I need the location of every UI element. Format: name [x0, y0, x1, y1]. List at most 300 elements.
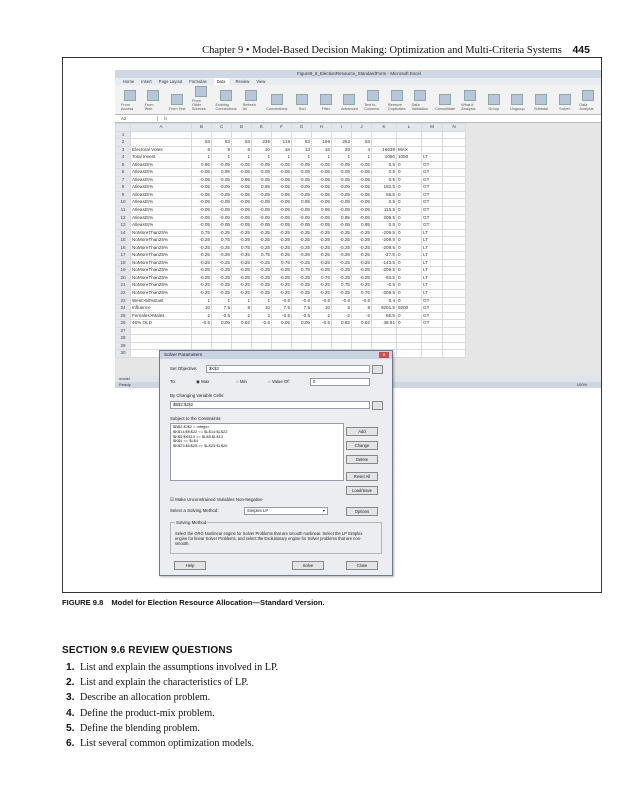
cell[interactable]: -0.25: [192, 259, 212, 267]
cell[interactable]: 10: [252, 146, 272, 154]
cell[interactable]: -0.25: [312, 237, 332, 245]
cell[interactable]: 53: [352, 139, 372, 147]
cell[interactable]: -0.05: [352, 169, 372, 177]
row-header[interactable]: 15: [116, 237, 131, 245]
ribbon-button[interactable]: [532, 94, 550, 111]
cell[interactable]: -0.5: [212, 312, 232, 320]
cell[interactable]: -0.25: [252, 282, 272, 290]
cell[interactable]: 7.5: [292, 305, 312, 313]
cell[interactable]: 0.75: [352, 290, 372, 298]
cell[interactable]: -0.25: [252, 274, 272, 282]
cell[interactable]: -0.25: [212, 244, 232, 252]
cell[interactable]: [443, 312, 466, 320]
cell[interactable]: LT: [422, 267, 443, 275]
cell[interactable]: -0.25: [252, 290, 272, 298]
cell[interactable]: 2: [192, 312, 212, 320]
cell[interactable]: 6: [232, 146, 252, 154]
cell[interactable]: -0.05: [212, 214, 232, 222]
cell[interactable]: -0.25: [192, 290, 212, 298]
cell[interactable]: [252, 327, 272, 335]
cell[interactable]: [332, 327, 352, 335]
cell[interactable]: LT: [422, 252, 443, 260]
cell[interactable]: [443, 342, 466, 350]
column-header[interactable]: L: [397, 124, 422, 132]
cell[interactable]: [422, 146, 443, 154]
cell[interactable]: [443, 327, 466, 335]
cell[interactable]: NoMoreThan25%: [131, 274, 192, 282]
reset-all-button[interactable]: Reset All: [346, 472, 378, 481]
cell[interactable]: -27.5: [372, 252, 397, 260]
cell[interactable]: -0.25: [212, 290, 232, 298]
cell[interactable]: 0: [397, 274, 422, 282]
cell[interactable]: -0.25: [232, 267, 252, 275]
row-header[interactable]: 20: [116, 274, 131, 282]
cell[interactable]: 0.95: [212, 169, 232, 177]
cell[interactable]: -0.25: [232, 282, 252, 290]
cell[interactable]: AtleastS%: [131, 207, 192, 215]
cell[interactable]: 8: [332, 305, 352, 313]
cell[interactable]: 0.75: [272, 259, 292, 267]
cell[interactable]: 8: [352, 305, 372, 313]
column-header[interactable]: J: [352, 124, 372, 132]
cell[interactable]: -0.25: [192, 252, 212, 260]
cell[interactable]: -0.25: [332, 259, 352, 267]
cell[interactable]: 1: [252, 154, 272, 162]
cell[interactable]: [292, 342, 312, 350]
cell[interactable]: GT: [422, 207, 443, 215]
cell[interactable]: -0.25: [232, 259, 252, 267]
cell[interactable]: [372, 131, 397, 139]
cell[interactable]: 0.95: [312, 207, 332, 215]
ribbon-button[interactable]: [461, 90, 479, 111]
ribbon-button[interactable]: [556, 94, 574, 111]
cell[interactable]: -0.05: [352, 199, 372, 207]
cell[interactable]: [192, 335, 212, 343]
cell[interactable]: [131, 139, 192, 147]
cell[interactable]: -0.6: [192, 320, 212, 328]
row-header[interactable]: 23: [116, 297, 131, 305]
cell[interactable]: 0: [397, 320, 422, 328]
cell[interactable]: 0.95: [352, 222, 372, 230]
cell[interactable]: GT: [422, 312, 443, 320]
cell[interactable]: -0.25: [232, 252, 252, 260]
cell[interactable]: 1: [212, 154, 232, 162]
cell[interactable]: [292, 327, 312, 335]
cell[interactable]: -0.25: [232, 290, 252, 298]
cell[interactable]: -0.25: [312, 244, 332, 252]
ribbon-button[interactable]: [435, 94, 455, 111]
options-button[interactable]: Options: [346, 507, 378, 516]
cell[interactable]: [372, 335, 397, 343]
cell[interactable]: [232, 131, 252, 139]
cell[interactable]: -0.5: [272, 312, 292, 320]
cell[interactable]: AtleastS%: [131, 176, 192, 184]
close-button[interactable]: Close: [346, 561, 378, 570]
constraints-list[interactable]: [170, 423, 344, 481]
cell[interactable]: Females>Males: [131, 312, 192, 320]
cell[interactable]: 182.5: [372, 184, 397, 192]
cell[interactable]: 0: [397, 244, 422, 252]
cell[interactable]: -0.05: [312, 222, 332, 230]
cell[interactable]: [397, 131, 422, 139]
cell[interactable]: -2: [332, 312, 352, 320]
cell[interactable]: -0.05: [332, 184, 352, 192]
cell[interactable]: -0.25: [252, 259, 272, 267]
cell[interactable]: 0: [397, 229, 422, 237]
cell[interactable]: LT: [422, 229, 443, 237]
cell[interactable]: 1: [272, 154, 292, 162]
cell[interactable]: [332, 131, 352, 139]
cell[interactable]: -0.25: [252, 267, 272, 275]
cell[interactable]: 0: [397, 191, 422, 199]
ribbon-tab[interactable]: Home: [123, 79, 135, 84]
cell[interactable]: 0.95: [232, 176, 252, 184]
cell[interactable]: -0.05: [252, 214, 272, 222]
cell[interactable]: -2: [352, 312, 372, 320]
cell[interactable]: 7.5: [272, 305, 292, 313]
cell[interactable]: 0.82: [332, 320, 352, 328]
cell[interactable]: 169: [312, 139, 332, 147]
cell[interactable]: [422, 131, 443, 139]
row-header[interactable]: 28: [116, 335, 131, 343]
cell[interactable]: -209.5: [372, 244, 397, 252]
cell[interactable]: -0.05: [312, 214, 332, 222]
cell[interactable]: -0.05: [272, 214, 292, 222]
cell[interactable]: [422, 350, 443, 358]
cell[interactable]: [232, 342, 252, 350]
cell[interactable]: -0.05: [332, 222, 352, 230]
cell[interactable]: [131, 335, 192, 343]
change-button[interactable]: Change: [346, 441, 378, 450]
cell[interactable]: -0.05: [332, 191, 352, 199]
row-header[interactable]: 13: [116, 222, 131, 230]
cell[interactable]: [292, 131, 312, 139]
cell[interactable]: -0.05: [332, 199, 352, 207]
ribbon-button[interactable]: [168, 94, 186, 111]
cell[interactable]: -0.05: [272, 184, 292, 192]
cell[interactable]: Total Invest: [131, 154, 192, 162]
cell[interactable]: -209.5: [372, 229, 397, 237]
cell[interactable]: 0.05: [272, 320, 292, 328]
cell[interactable]: -0.05: [272, 207, 292, 215]
cell[interactable]: 65.5: [372, 312, 397, 320]
cell[interactable]: [232, 335, 252, 343]
cell[interactable]: -0.25: [332, 267, 352, 275]
cell[interactable]: -0.25: [252, 244, 272, 252]
ribbon-tab[interactable]: Insert: [141, 79, 152, 84]
cell[interactable]: [422, 335, 443, 343]
cell[interactable]: 0: [397, 237, 422, 245]
cell[interactable]: 1: [292, 154, 312, 162]
cell[interactable]: NoMoreThan25%: [131, 282, 192, 290]
cell[interactable]: 46% OLD: [131, 320, 192, 328]
cell[interactable]: -0.6: [272, 297, 292, 305]
cell[interactable]: [232, 327, 252, 335]
cell[interactable]: -0.25: [212, 259, 232, 267]
cell[interactable]: 2: [252, 312, 272, 320]
cell[interactable]: -0.05: [312, 161, 332, 169]
cell[interactable]: LT: [422, 154, 443, 162]
cell[interactable]: LT: [422, 274, 443, 282]
ribbon-button[interactable]: [485, 94, 503, 111]
cell[interactable]: [443, 350, 466, 358]
cell[interactable]: 9: [212, 146, 232, 154]
load-save-button[interactable]: Load/Save: [346, 486, 378, 495]
column-header[interactable]: [116, 124, 131, 132]
cell[interactable]: [443, 161, 466, 169]
cell[interactable]: [443, 305, 466, 313]
cell[interactable]: -0.05: [252, 161, 272, 169]
cell[interactable]: [443, 274, 466, 282]
cell[interactable]: -0.25: [332, 244, 352, 252]
cell[interactable]: [443, 237, 466, 245]
cell[interactable]: [192, 342, 212, 350]
cell[interactable]: [443, 290, 466, 298]
cell[interactable]: [443, 244, 466, 252]
cell[interactable]: [332, 335, 352, 343]
cell[interactable]: -0.05: [192, 214, 212, 222]
cell[interactable]: 10: [192, 305, 212, 313]
cell[interactable]: -143.5: [372, 259, 397, 267]
row-header[interactable]: 10: [116, 199, 131, 207]
cell[interactable]: -0.25: [312, 259, 332, 267]
cell[interactable]: [397, 342, 422, 350]
cell[interactable]: [443, 169, 466, 177]
row-header[interactable]: 3: [116, 146, 131, 154]
cell[interactable]: 53: [212, 139, 232, 147]
cell[interactable]: -0.05: [252, 169, 272, 177]
cell[interactable]: 0.95: [292, 199, 312, 207]
cell[interactable]: -0.25: [192, 274, 212, 282]
cell[interactable]: [272, 335, 292, 343]
cell[interactable]: AtleastS%: [131, 184, 192, 192]
cell[interactable]: -0.25: [212, 282, 232, 290]
cell[interactable]: 18: [272, 146, 292, 154]
cell[interactable]: [131, 342, 192, 350]
cell[interactable]: -0.25: [292, 237, 312, 245]
cell[interactable]: 0.5: [372, 161, 397, 169]
row-header[interactable]: 18: [116, 259, 131, 267]
cell[interactable]: -0.05: [252, 191, 272, 199]
cell[interactable]: 29: [332, 146, 352, 154]
cell[interactable]: -0.25: [272, 244, 292, 252]
cell[interactable]: -0.25: [292, 282, 312, 290]
cell[interactable]: -0.05: [312, 176, 332, 184]
row-header[interactable]: 16: [116, 244, 131, 252]
cell[interactable]: [352, 131, 372, 139]
cell[interactable]: -0.05: [312, 199, 332, 207]
cell[interactable]: -0.25: [312, 290, 332, 298]
cell[interactable]: 0.5: [372, 176, 397, 184]
cell[interactable]: -0.05: [292, 176, 312, 184]
column-header[interactable]: F: [272, 124, 292, 132]
cell[interactable]: -0.25: [292, 259, 312, 267]
cell[interactable]: -0.05: [232, 207, 252, 215]
cell[interactable]: -0.5: [292, 312, 312, 320]
cell[interactable]: AtleastS%: [131, 214, 192, 222]
cell[interactable]: -0.05: [352, 176, 372, 184]
method-select[interactable]: [244, 507, 328, 515]
cell[interactable]: 1050: [372, 154, 397, 162]
row-header[interactable]: 11: [116, 207, 131, 215]
ribbon-tab[interactable]: Page Layout: [158, 79, 183, 84]
cell[interactable]: -209.5: [372, 237, 397, 245]
cell[interactable]: [443, 222, 466, 230]
cell[interactable]: -0.25: [332, 274, 352, 282]
row-header[interactable]: 30: [116, 350, 131, 358]
collapse-ref-icon[interactable]: [372, 401, 383, 410]
cell[interactable]: -0.05: [232, 214, 252, 222]
row-header[interactable]: 14: [116, 229, 131, 237]
cell[interactable]: 0.75: [312, 274, 332, 282]
ribbon-button[interactable]: [341, 94, 359, 111]
cell[interactable]: [212, 131, 232, 139]
cell[interactable]: [312, 327, 332, 335]
cell[interactable]: -0.6: [332, 297, 352, 305]
cell[interactable]: -0.25: [312, 282, 332, 290]
cell[interactable]: [397, 350, 422, 358]
cell[interactable]: -0.05: [212, 207, 232, 215]
ribbon-button[interactable]: [388, 90, 406, 111]
cell[interactable]: -0.25: [352, 237, 372, 245]
cell[interactable]: 1: [212, 297, 232, 305]
cell[interactable]: -0.05: [292, 207, 312, 215]
cell[interactable]: LT: [422, 282, 443, 290]
cell[interactable]: 2: [312, 312, 332, 320]
cell[interactable]: -0.05: [332, 169, 352, 177]
cell[interactable]: -0.05: [312, 169, 332, 177]
cell[interactable]: [312, 335, 332, 343]
cell[interactable]: 0.5: [372, 199, 397, 207]
cell[interactable]: AtleastS%: [131, 191, 192, 199]
ribbon-button[interactable]: [216, 90, 237, 111]
cell[interactable]: [443, 259, 466, 267]
column-header[interactable]: H: [312, 124, 332, 132]
cell[interactable]: 0.05: [292, 320, 312, 328]
cell[interactable]: [443, 320, 466, 328]
cell[interactable]: [312, 342, 332, 350]
cell[interactable]: 0.4: [372, 297, 397, 305]
cell[interactable]: 1: [332, 154, 352, 162]
ribbon-button[interactable]: [579, 90, 597, 111]
cell[interactable]: -0.05: [192, 184, 212, 192]
cell[interactable]: -0.05: [292, 214, 312, 222]
row-header[interactable]: 9: [116, 191, 131, 199]
cell[interactable]: 8: [232, 305, 252, 313]
cell[interactable]: -0.05: [232, 191, 252, 199]
cell[interactable]: [352, 327, 372, 335]
cell[interactable]: -0.05: [272, 199, 292, 207]
cell[interactable]: NoMoreThan25%: [131, 252, 192, 260]
cell[interactable]: 0: [397, 312, 422, 320]
cell[interactable]: 0: [397, 169, 422, 177]
row-header[interactable]: 29: [116, 342, 131, 350]
cell[interactable]: -0.25: [272, 267, 292, 275]
radio-value-of[interactable]: ○ Value Of:: [268, 379, 290, 384]
cell[interactable]: Electoral Votes: [131, 146, 192, 154]
cell[interactable]: LT: [422, 290, 443, 298]
cell[interactable]: -0.05: [232, 161, 252, 169]
cell[interactable]: 0: [397, 290, 422, 298]
cell[interactable]: -0.05: [192, 191, 212, 199]
cell[interactable]: AtleastS%: [131, 222, 192, 230]
cell[interactable]: -209.5: [372, 290, 397, 298]
cell[interactable]: -0.05: [352, 161, 372, 169]
cell[interactable]: GT: [422, 169, 443, 177]
cell[interactable]: -0.05: [232, 199, 252, 207]
cell[interactable]: -0.05: [252, 199, 272, 207]
cell[interactable]: 0: [397, 222, 422, 230]
cell[interactable]: -0.05: [352, 207, 372, 215]
cell[interactable]: AtleastS%: [131, 161, 192, 169]
cell[interactable]: 10: [252, 305, 272, 313]
cell[interactable]: [252, 335, 272, 343]
cell[interactable]: [443, 191, 466, 199]
value-of-input[interactable]: 0: [310, 378, 370, 386]
cell[interactable]: 0: [397, 252, 422, 260]
cell[interactable]: 6: [192, 146, 212, 154]
cell[interactable]: 16639: [372, 146, 397, 154]
cell[interactable]: [422, 327, 443, 335]
row-header[interactable]: 22: [116, 290, 131, 298]
cell[interactable]: 0: [397, 267, 422, 275]
ribbon-tab[interactable]: Review: [235, 79, 250, 84]
cell[interactable]: [397, 327, 422, 335]
cell[interactable]: [443, 252, 466, 260]
cell[interactable]: -0.25: [292, 229, 312, 237]
cell[interactable]: 0.82: [232, 320, 252, 328]
cell[interactable]: 2: [232, 312, 252, 320]
cell[interactable]: [443, 199, 466, 207]
cell[interactable]: 0.05: [212, 320, 232, 328]
constraint-item[interactable]: $B$2:$J$2 = integer: [173, 424, 209, 429]
row-header[interactable]: 12: [116, 214, 131, 222]
cell[interactable]: MAX: [397, 146, 422, 154]
cell[interactable]: [422, 139, 443, 147]
cell[interactable]: -0.05: [212, 161, 232, 169]
cell[interactable]: -0.25: [272, 274, 292, 282]
cell[interactable]: 0.95: [192, 161, 212, 169]
cell[interactable]: [312, 131, 332, 139]
cell[interactable]: -0.25: [312, 229, 332, 237]
cell[interactable]: [422, 342, 443, 350]
cell[interactable]: -0.05: [272, 169, 292, 177]
cell[interactable]: -0.05: [252, 176, 272, 184]
constraint-item[interactable]: $K$23:$K$26 >= $L$23:$L$26: [173, 443, 228, 449]
radio-min[interactable]: ○ Min: [236, 379, 247, 384]
cell[interactable]: GT: [422, 176, 443, 184]
cell[interactable]: -0.25: [252, 229, 272, 237]
cell[interactable]: NoMoreThan25%: [131, 244, 192, 252]
column-header[interactable]: A: [131, 124, 192, 132]
row-header[interactable]: 26: [116, 320, 131, 328]
cell[interactable]: -0.05: [212, 222, 232, 230]
cell[interactable]: 119: [272, 139, 292, 147]
cell[interactable]: -0.05: [232, 184, 252, 192]
row-header[interactable]: 5: [116, 161, 131, 169]
cell[interactable]: GT: [422, 214, 443, 222]
sheet-tab-model[interactable]: model: [119, 376, 130, 381]
cell[interactable]: AtleastS%: [131, 169, 192, 177]
cell[interactable]: 7.5: [212, 305, 232, 313]
cell[interactable]: [272, 327, 292, 335]
cell[interactable]: [372, 327, 397, 335]
cell[interactable]: LT: [422, 237, 443, 245]
cell[interactable]: -0.25: [352, 244, 372, 252]
cell[interactable]: [443, 154, 466, 162]
cell[interactable]: 235: [252, 139, 272, 147]
cell[interactable]: -0.05: [192, 199, 212, 207]
